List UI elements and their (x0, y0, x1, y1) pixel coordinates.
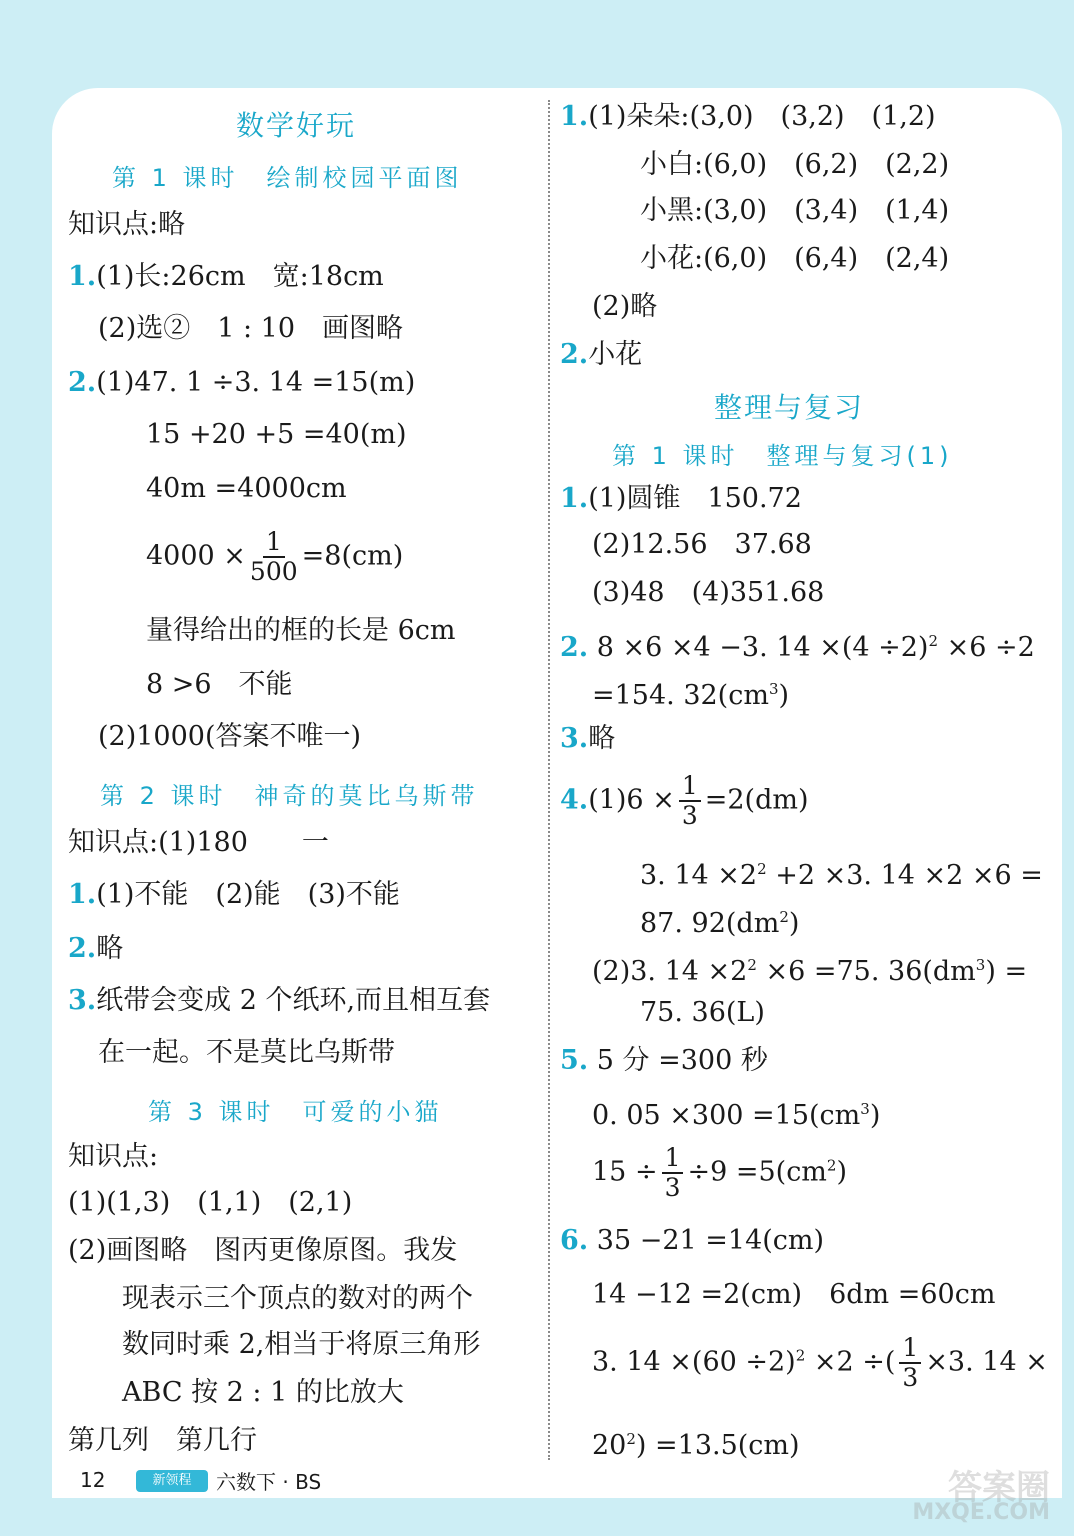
answer-line: 1.(1)朵朵:(3,0) (3,2) (1,2) (560, 101, 936, 132)
answer-line: 3. $14 \times 2^2 +2 \times 3$. 14 ×2 ×6 = (640, 860, 1043, 891)
answer-line: 2.小花 (560, 339, 643, 370)
section-title-math-fun: 数学好玩 (236, 109, 357, 142)
fraction: $\frac{1}{3}$ (899, 1334, 921, 1392)
answer-line: 6. 35 −21 =14(cm) (560, 1225, 825, 1256)
answer-line-fraction: 4000 × $\frac{1}{500}$ =8(cm) (146, 527, 404, 586)
lesson-title: 第 2 课时 神奇的莫比乌斯带 (100, 782, 479, 810)
answer-line: 第几列 第几行 (68, 1425, 257, 1456)
knowledge-point: 知识点:略 (68, 209, 186, 240)
answer-line: 1.(1)圆锥 150.72 (560, 483, 802, 514)
answer-line: 75. 36(L) (640, 997, 765, 1028)
answer-line: 3.略 (560, 723, 616, 754)
answer-line: $20^2) =13.5(cm)$ (592, 1430, 800, 1461)
answer-line: (2)3. $14 \times 2^2 \times 6 =75$. $36(dm^3)$ = (592, 956, 1028, 987)
answer-line: 2.略 (68, 933, 124, 964)
knowledge-point: 知识点: (68, 1141, 159, 1172)
answer-line: (2)选② 1 : 10 画图略 (98, 313, 404, 344)
fraction: $\frac{1}{500}$ (249, 527, 298, 586)
answer-line: (2)1000(答案不唯一) (98, 721, 362, 752)
fraction: $\frac{1}{3}$ (679, 772, 701, 830)
answer-line: (2)12.56 37.68 (592, 529, 812, 560)
answer-line: 2.(1)47. 1 ÷3. 14 =15(m) (68, 367, 416, 398)
column-divider (548, 100, 550, 1460)
book-label: 六数下 · BS (216, 1470, 322, 1494)
answer-line: 小白:(6,0) (6,2) (2,2) (640, 149, 950, 180)
answer-line: 量得给出的框的长是 6cm (146, 615, 456, 646)
answer-line: (2)画图略 图丙更像原图。我发 (68, 1235, 458, 1266)
answer-line: 1.(1)不能 (2)能 (3)不能 (68, 879, 400, 910)
answer-line: 8 >6 不能 (146, 669, 293, 700)
watermark-url: MXQE.COM (912, 1500, 1050, 1525)
watermark-logo: 答案圈 (948, 1468, 1050, 1508)
answer-line: 在一起。不是莫比乌斯带 (98, 1037, 395, 1068)
fraction: $\frac{1}{3}$ (662, 1144, 684, 1202)
answer-line: ABC 按 2 : 1 的比放大 (122, 1377, 404, 1408)
answer-line: 2. 8 ×6 ×4 −3. $14 \times(4 \div 2)^2 \times 6 \div 2$ (560, 632, 1035, 663)
lesson-title: 第 1 课时 绘制校园平面图 (112, 164, 463, 192)
answer-line: (3)48 (4)351.68 (592, 577, 825, 608)
section-title-review: 整理与复习 (714, 391, 865, 424)
answer-line: 数同时乘 2,相当于将原三角形 (122, 1329, 481, 1360)
answer-line: 3.纸带会变成 2 个纸环,而且相互套 (68, 985, 491, 1016)
answer-line: 5. 5 分 =300 秒 (560, 1045, 768, 1076)
answer-line: 0. $05 \times 300 =15(cm^3)$ (592, 1100, 881, 1131)
answer-line-fraction: 3. $14 \times(60 \div 2)^2 \times 2$ ÷( $\frac{1}{3}$ ×3. 14 × (592, 1333, 1048, 1392)
answer-line: =154. $32(cm^3)$ (592, 680, 790, 711)
answer-line: 1.(1)长:26cm 宽:18cm (68, 261, 384, 292)
answer-line: 14 −12 =2(cm) 6dm =60cm (592, 1279, 996, 1310)
lesson-title: 第 3 课时 可爱的小猫 (148, 1098, 443, 1126)
brand-badge: 新领程 (136, 1470, 208, 1492)
answer-line: (1)(1,3) (1,1) (2,1) (68, 1187, 353, 1218)
lesson-title: 第 1 课时 整理与复习(1) (612, 442, 953, 470)
answer-line: 小花:(6,0) (6,4) (2,4) (640, 243, 950, 274)
answer-line: 87. $92(dm^2)$ (640, 908, 800, 939)
answer-line: 15 +20 +5 =40(m) (146, 419, 407, 450)
answer-line-fraction: 15 ÷ $\frac{1}{3}$ $\div 9 =5(cm^2)$ (592, 1143, 848, 1202)
answer-line-fraction: 4.(1)6 × $\frac{1}{3}$ =2(dm) (560, 771, 809, 830)
answer-line: 小黑:(3,0) (3,4) (1,4) (640, 195, 950, 226)
knowledge-point: 知识点:(1)180 一 (68, 827, 329, 858)
answer-line: (2)略 (592, 291, 658, 322)
page-number: 12 (80, 1468, 106, 1492)
answer-line: 现表示三个顶点的数对的两个 (122, 1283, 473, 1314)
answer-line: 40m =4000cm (146, 473, 347, 504)
